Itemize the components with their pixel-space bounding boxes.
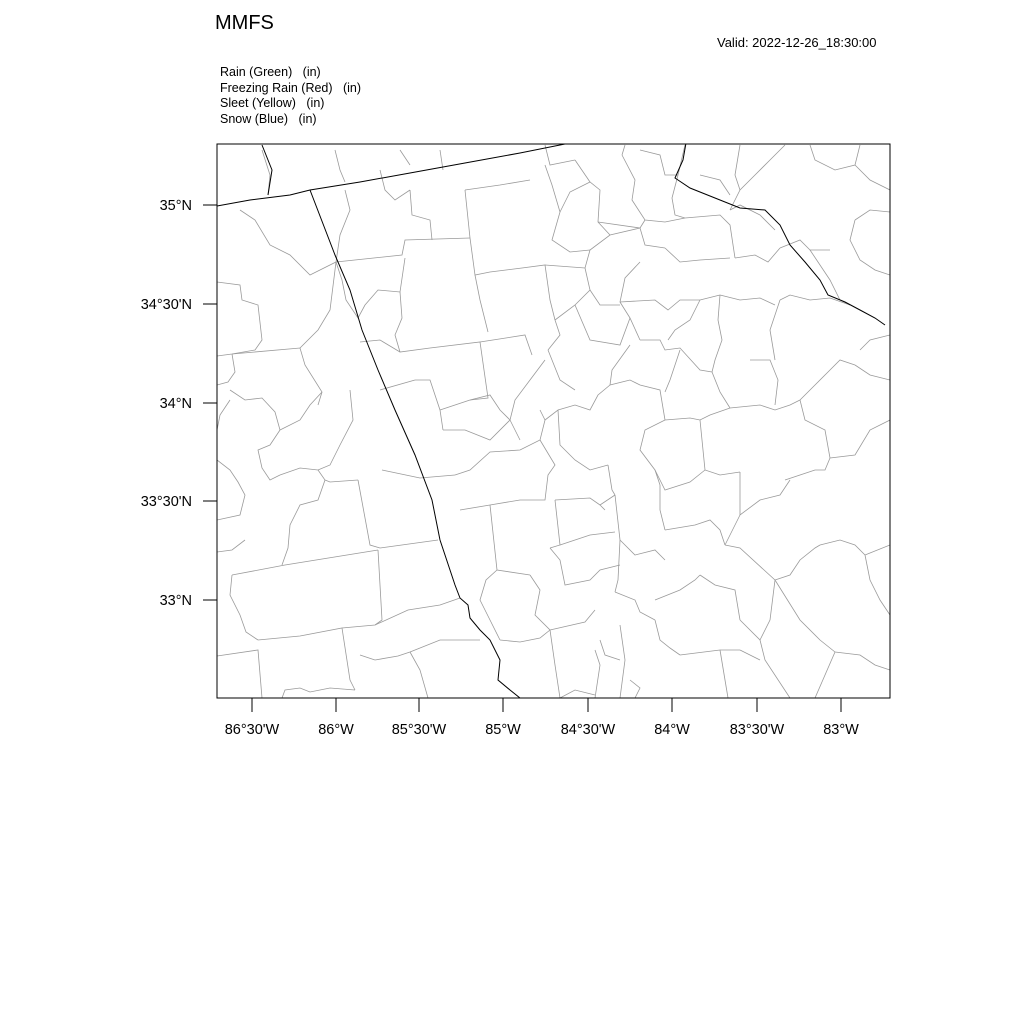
latitude-axis — [203, 205, 217, 600]
longitude-axis — [252, 698, 841, 712]
state-boundaries — [217, 143, 885, 698]
lat-label-35n: 35°N — [159, 198, 192, 214]
legend-rain: Rain (Green) (in) — [220, 65, 321, 79]
lat-label-34-30n: 34°30'N — [140, 297, 192, 313]
lon-label-86-30w: 86°30'W — [224, 722, 280, 738]
lon-label-85-30w: 85°30'W — [391, 722, 447, 738]
lon-label-85w: 85°W — [485, 722, 521, 738]
legend-freezing-rain: Freezing Rain (Red) (in) — [220, 80, 362, 95]
county-boundaries — [217, 145, 890, 698]
lon-label-86w: 86°W — [318, 722, 354, 738]
lon-label-84-30w: 84°30'W — [560, 722, 616, 738]
legend-snow: Snow (Blue) (in) — [220, 111, 317, 126]
lat-label-34n: 34°N — [159, 396, 192, 412]
lon-label-84w: 84°W — [654, 722, 690, 738]
valid-time: Valid: 2022-12-26_18:30:00 — [717, 35, 877, 50]
map-title: MMFS — [215, 12, 274, 34]
lon-label-83-30w: 83°30'W — [729, 722, 785, 738]
lat-label-33-30n: 33°30'N — [140, 494, 192, 510]
lon-label-83w: 83°W — [823, 722, 859, 738]
map-frame — [217, 144, 890, 698]
lat-label-33n: 33°N — [159, 593, 192, 609]
legend-sleet: Sleet (Yellow) (in) — [220, 96, 325, 111]
